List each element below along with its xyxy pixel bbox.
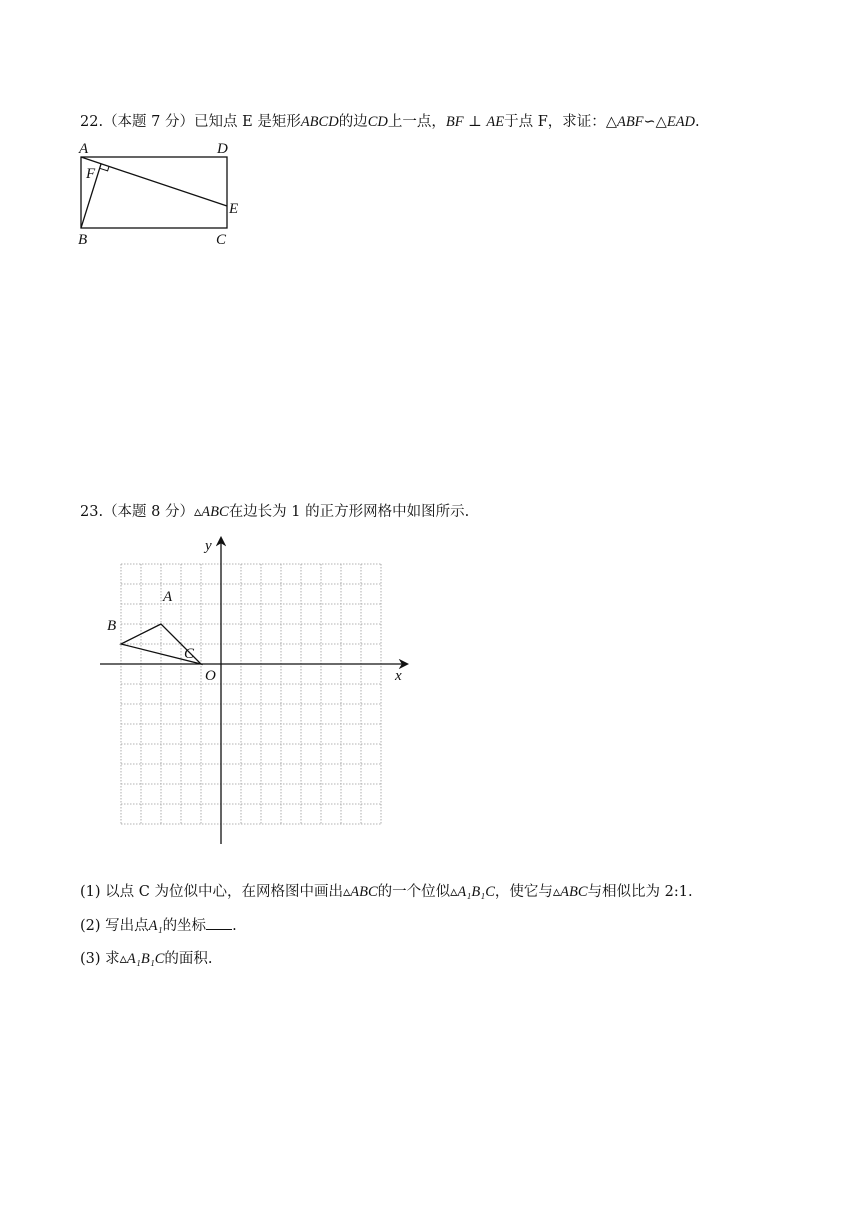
answer-blank[interactable]: [206, 915, 232, 930]
q22-claim: △ABF∽△EAD: [605, 114, 696, 130]
label-b: B: [78, 232, 88, 248]
q22-perp: ⊥: [463, 114, 487, 130]
q22-end: .: [695, 114, 700, 130]
sub3-prefix: (3) 求: [80, 951, 120, 967]
q23-tri: ▵ABC: [194, 504, 229, 520]
q22-text4: 于点 F，求证：: [504, 114, 606, 130]
label-x: x: [395, 668, 402, 684]
label-point-b: B: [107, 618, 117, 634]
segment-ae: [81, 157, 227, 206]
label-a: A: [79, 141, 89, 157]
q22-bf: BF: [445, 114, 464, 130]
sub3-suffix: 的面积.: [164, 951, 213, 967]
q23-sub3: [80, 949, 213, 969]
sub1-tri: ▵ABC: [342, 884, 378, 900]
q22-number: 22.: [80, 114, 104, 130]
sub1-tri3: ▵ABC: [552, 884, 588, 900]
q23-statement: [80, 502, 469, 522]
q22-text2: 的边: [338, 114, 368, 130]
sub2-point: A₁: [148, 918, 163, 934]
q22-ae: AE: [486, 114, 505, 130]
right-angle-mark: [100, 167, 109, 171]
q22-side: CD: [367, 114, 388, 130]
sub2-prefix: (2) 写出点: [80, 918, 149, 934]
label-d: D: [217, 141, 228, 157]
label-y: y: [205, 538, 212, 554]
label-f: F: [86, 166, 96, 182]
sub1-mid1: 的一个位似: [377, 884, 451, 900]
label-c: C: [216, 232, 227, 248]
q22-text3: 上一点，: [387, 114, 446, 130]
q23-points: （本题 8 分）: [103, 504, 195, 520]
grid-lines: [121, 564, 381, 824]
q23-number: 23.: [80, 504, 104, 520]
sub1-suffix: 与相似比为 2:1.: [587, 884, 693, 900]
sub3-tri: ▵A₁B₁C: [119, 951, 165, 967]
coordinate-grid-figure: [95, 532, 415, 852]
q22-figure: [70, 138, 260, 250]
sub2-end: .: [232, 918, 237, 934]
q22-points: （本题 7 分）: [103, 114, 195, 130]
q22-rect-name: ABCD: [300, 114, 339, 130]
label-point-a: A: [163, 589, 173, 605]
label-e: E: [229, 201, 239, 217]
sub1-prefix: (1) 以点 C 为位似中心，在网格图中画出: [80, 884, 343, 900]
rectangle-abcd: [81, 157, 227, 228]
sub2-suffix: 的坐标: [162, 918, 207, 934]
q23-text1: 在边长为 1 的正方形网格中如图所示.: [228, 504, 470, 520]
q22-statement: [80, 112, 700, 132]
q23-sub2: [80, 915, 237, 936]
sub1-tri2: ▵A₁B₁C: [450, 884, 495, 900]
label-o: O: [205, 668, 216, 684]
q23-sub1: [80, 882, 693, 902]
q22-text1: 已知点 E 是矩形: [194, 114, 301, 130]
label-point-c: C: [184, 646, 195, 662]
sub1-mid2: ，使它与: [494, 884, 553, 900]
